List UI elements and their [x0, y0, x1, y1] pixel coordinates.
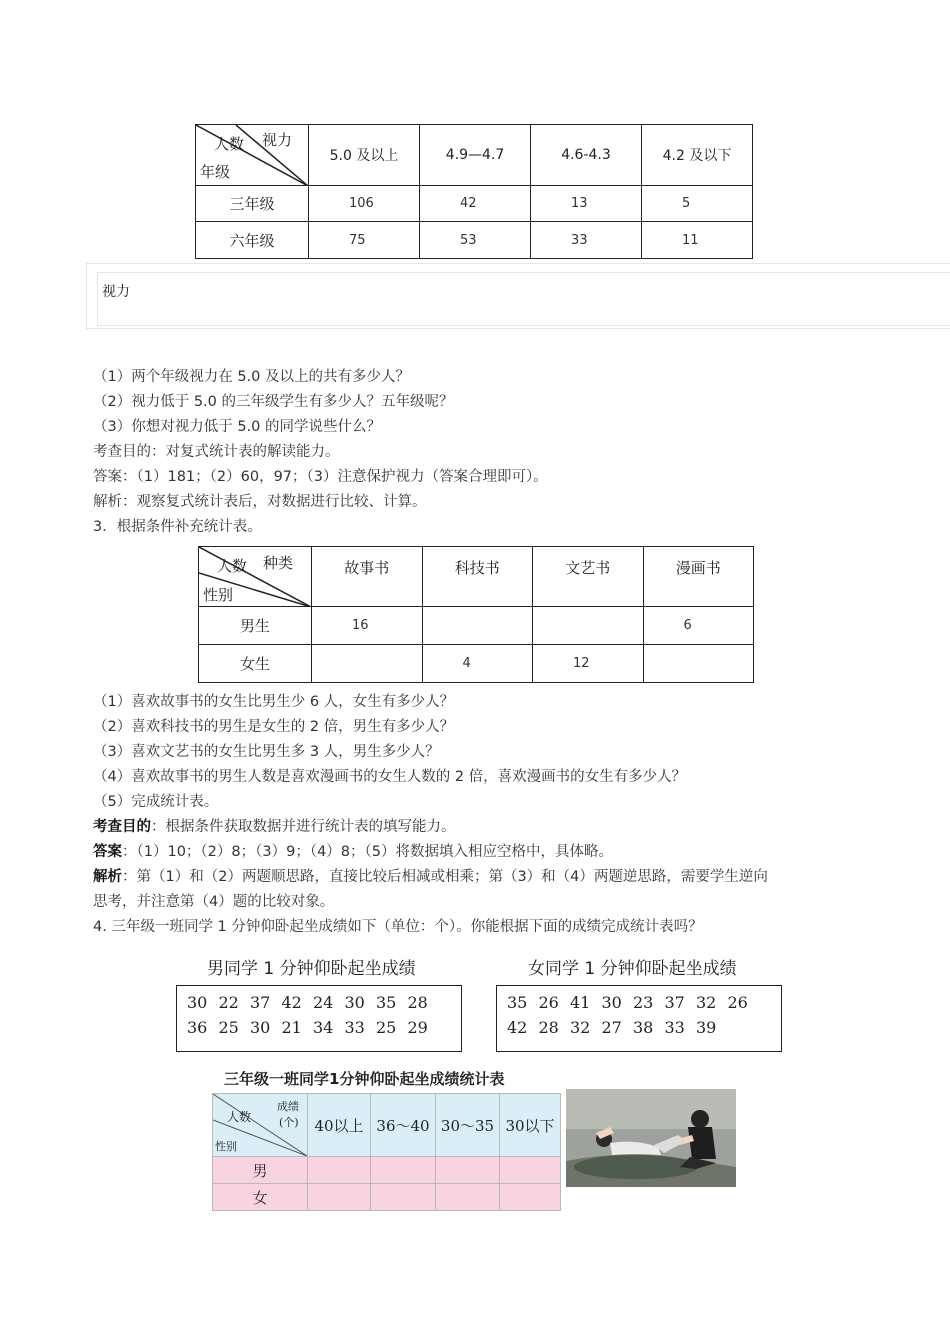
score: 30 [187, 993, 208, 1012]
books-table [198, 546, 754, 683]
situps-illustration [566, 1089, 736, 1187]
corner-label-count: 人数 [217, 557, 248, 575]
books-header-2: 科技书 [422, 547, 533, 607]
corner-label-count: 人数 [214, 135, 245, 153]
score: 30 [250, 1018, 271, 1037]
row-label: 女生 [199, 645, 312, 683]
table-cell: 5 [642, 186, 753, 222]
q3-analysis [93, 865, 768, 890]
boys-scores-row-1 [187, 993, 439, 1012]
girls-scores-row-1 [507, 993, 759, 1012]
stat-header-1: 40以上 [308, 1094, 371, 1157]
score: 33 [344, 1018, 365, 1037]
table-cell [371, 1157, 436, 1184]
q3-heading: 3．根据条件补充统计表。 [93, 519, 262, 535]
score: 30 [344, 993, 365, 1012]
books-header-1: 故事书 [312, 547, 423, 607]
vision-header-4: 4.2 及以下 [642, 125, 753, 186]
score: 34 [313, 1018, 334, 1037]
table-cell [312, 645, 423, 683]
score: 41 [570, 993, 591, 1012]
boys-scores-box [176, 985, 462, 1052]
books-header-4: 漫画书 [643, 547, 754, 607]
score: 37 [250, 993, 271, 1012]
vision-table-corner [196, 125, 309, 186]
books-header-3: 文艺书 [533, 547, 644, 607]
table-cell [308, 1184, 371, 1211]
girls-scores-box [496, 985, 782, 1052]
q2-purpose: 考查目的：对复式统计表的解读能力。 [93, 444, 340, 460]
table-row [213, 1157, 561, 1184]
stat-table-title: 三年级一班同学1分钟仰卧起坐成绩统计表 [224, 1070, 505, 1088]
q3-analysis-cont: 思考，并注意第（4）题的比较对象。 [93, 894, 335, 910]
vision-header-2: 4.9—4.7 [420, 125, 531, 186]
boys-scores-title: 男同学 1 分钟仰卧起坐成绩 [207, 959, 416, 979]
score: 38 [633, 1018, 654, 1037]
score: 39 [696, 1018, 717, 1037]
table-row [213, 1184, 561, 1211]
corner-label-vision: 视力 [262, 131, 293, 149]
table-cell: 13 [531, 186, 642, 222]
table-row [199, 607, 754, 645]
score: 28 [538, 1018, 559, 1037]
vision-header-3: 4.6-4.3 [531, 125, 642, 186]
answer-text: ：（1）10；（2）8；（3）9；（4）8；（5）将数据填入相应空格中，具体略。 [122, 844, 614, 860]
score: 23 [633, 993, 654, 1012]
vision-header-1: 5.0 及以上 [309, 125, 420, 186]
stat-header-3: 30～35 [436, 1094, 500, 1157]
corner-label-score: 成绩 [277, 1100, 299, 1113]
stat-table [212, 1093, 561, 1211]
score: 26 [727, 993, 748, 1012]
table-cell [308, 1157, 371, 1184]
score: 30 [601, 993, 622, 1012]
row-label: 男生 [199, 607, 312, 645]
girls-scores-title: 女同学 1 分钟仰卧起坐成绩 [528, 959, 737, 979]
corner-label-count: 人数 [227, 1110, 252, 1124]
corner-label-type: 种类 [263, 554, 294, 572]
corner-label-gender: 性别 [203, 586, 234, 604]
situps-photo-image [566, 1089, 736, 1187]
table-row [199, 645, 754, 683]
table-cell [533, 607, 644, 645]
q3-answer [93, 840, 613, 865]
score: 26 [538, 993, 559, 1012]
table-cell: 106 [309, 186, 420, 222]
corner-label-grade: 年级 [200, 163, 231, 181]
table-cell: 53 [420, 222, 531, 259]
q2-line-2: （2）视力低于 5.0 的三年级学生有多少人？五年级呢？ [93, 394, 454, 410]
stat-table-corner [213, 1094, 308, 1157]
score: 42 [507, 1018, 528, 1037]
score: 33 [664, 1018, 685, 1037]
table-cell: 33 [531, 222, 642, 259]
table-cell: 6 [643, 607, 754, 645]
q2-line-3: （3）你想对视力低于 5.0 的同学说些什么？ [93, 419, 382, 435]
boys-scores-row-2 [187, 1018, 439, 1037]
q2-analysis: 解析：观察复式统计表后，对数据进行比较、计算。 [93, 494, 427, 510]
remark-box [86, 263, 950, 329]
q3-purpose [93, 815, 456, 840]
analysis-text: ：第（1）和（2）两题顺思路，直接比较后相减或相乘；第（3）和（4）两题逆思路，需要学生逆向 [122, 869, 768, 885]
girls-scores-row-2 [507, 1018, 728, 1037]
q3-line-1: （1）喜欢故事书的女生比男生少 6 人，女生有多少人？ [93, 694, 455, 710]
books-table-corner [199, 547, 312, 607]
score: 24 [313, 993, 334, 1012]
table-cell: 11 [642, 222, 753, 259]
score: 29 [407, 1018, 428, 1037]
score: 22 [218, 993, 239, 1012]
remark-text: 视力 [97, 272, 950, 326]
row-label: 女 [213, 1184, 308, 1211]
score: 37 [664, 993, 685, 1012]
corner-label-gender: 性别 [215, 1140, 237, 1153]
row-label: 三年级 [196, 186, 309, 222]
table-cell [436, 1184, 500, 1211]
analysis-label: 解析 [93, 869, 122, 885]
row-label: 六年级 [196, 222, 309, 259]
row-label: 男 [213, 1157, 308, 1184]
score: 42 [281, 993, 302, 1012]
score: 28 [407, 993, 428, 1012]
table-row [196, 222, 753, 259]
table-cell [500, 1184, 561, 1211]
stat-header-2: 36～40 [371, 1094, 436, 1157]
q4-heading: 4. 三年级一班同学 1 分钟仰卧起坐成绩如下（单位：个）。你能根据下面的成绩完成统计表吗？ [93, 919, 703, 935]
answer-label: 答案 [93, 844, 122, 860]
score: 32 [570, 1018, 591, 1037]
q3-line-3: （3）喜欢文艺书的女生比男生多 3 人，男生多少人？ [93, 744, 440, 760]
q3-line-2: （2）喜欢科技书的男生是女生的 2 倍，男生有多少人？ [93, 719, 455, 735]
score: 35 [376, 993, 397, 1012]
stat-header-4: 30以下 [500, 1094, 561, 1157]
score: 36 [187, 1018, 208, 1037]
purpose-label: 考查目的 [93, 819, 151, 835]
table-cell: 12 [533, 645, 644, 683]
q3-line-4: （4）喜欢故事书的男生人数是喜欢漫画书的女生人数的 2 倍，喜欢漫画书的女生有多少人？ [93, 769, 687, 785]
q3-line-5: （5）完成统计表。 [93, 794, 219, 810]
table-row [196, 186, 753, 222]
table-cell [643, 645, 754, 683]
purpose-text: ：根据条件获取数据并进行统计表的填写能力。 [151, 819, 456, 835]
table-cell [436, 1157, 500, 1184]
table-cell [422, 607, 533, 645]
corner-label-unit: (个) [279, 1116, 299, 1129]
table-cell [500, 1157, 561, 1184]
score: 25 [376, 1018, 397, 1037]
table-cell [371, 1184, 436, 1211]
table-cell: 4 [422, 645, 533, 683]
vision-table [195, 124, 753, 259]
score: 25 [218, 1018, 239, 1037]
score: 35 [507, 993, 528, 1012]
table-cell: 16 [312, 607, 423, 645]
table-cell: 75 [309, 222, 420, 259]
table-cell: 42 [420, 186, 531, 222]
score: 32 [696, 993, 717, 1012]
score: 21 [281, 1018, 302, 1037]
q2-line-1: （1）两个年级视力在 5.0 及以上的共有多少人？ [93, 369, 411, 385]
q2-answer: 答案：（1）181；（2）60，97；（3）注意保护视力（答案合理即可）。 [93, 469, 548, 485]
score: 27 [601, 1018, 622, 1037]
